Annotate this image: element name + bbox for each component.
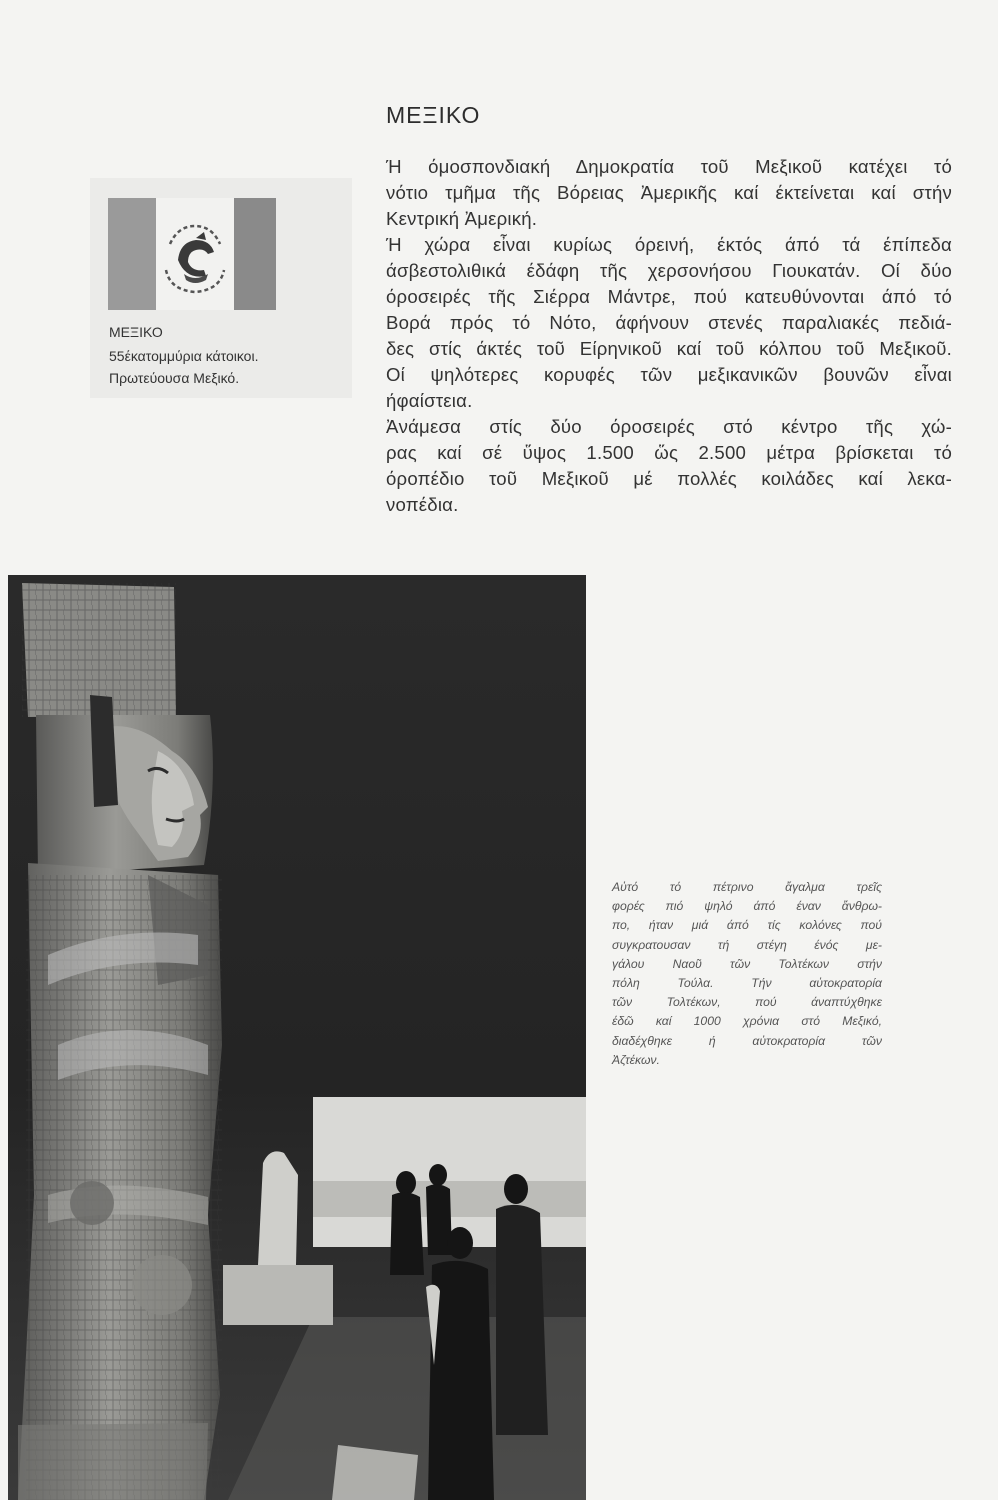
body-line: άσβεστολιθικά έδάφη τῆς χερσονήσου Γιουκατάν. Οί δύο <box>386 260 952 281</box>
caption-line: τῶν Τολτέκων, πού άναπτύχθηκε <box>612 995 882 1010</box>
body-line: ρας καί σέ ὕψος 1.500 ὥς 2.500 μέτρα βρίσκεται τό <box>386 442 952 463</box>
body-line: ήφαίστεια. <box>386 390 473 411</box>
caption-line: διαδέχθηκε ή αὐτοκρατορία τῶν <box>612 1033 882 1048</box>
body-line: Ἀνάμεσα στίς δύο όροσειρές στό κέντρο τῆς χώ- <box>386 416 952 437</box>
body-line: όροπέδιο τοῦ Μεξικοῦ μέ πολλές κοιλάδες καί λεκα- <box>386 468 952 489</box>
caption-line: γάλου Ναοῦ τῶν Τολτέκων στήν <box>612 956 882 971</box>
body-line: Βορά πρός τό Νότο, άφήνουν στενές παραλιακές πεδιά- <box>386 312 952 333</box>
caption-line: πο, ήταν μιά άπό τίς κολόνες πού <box>612 918 882 933</box>
country-name: ΜΕΞΙΚΟ <box>109 324 163 340</box>
caption-line: Ἀζτέκων. <box>612 1052 660 1067</box>
body-line: νοπέδια. <box>386 494 459 515</box>
caption-line: φορές πιό ψηλό άπό έναν ἄνθρω- <box>612 899 882 914</box>
body-line: Ή όμοσπονδιακή Δημοκρατία τοῦ Μεξικοῦ κατέχει τό <box>386 156 952 177</box>
body-line: νότιο τμῆμα τῆς Βόρειας Ἀμερικῆς καί έκτείνεται καί στήν <box>386 182 952 203</box>
photo-caption <box>612 878 882 1070</box>
body-line: Οί ψηλότερες κορυφές τῶν μεξικανικῶν βουνῶν εἶναι <box>386 364 952 385</box>
body-line: Ή χώρα εἶναι κυρίως όρεινή, έκτός άπό τά έπίπεδα <box>386 234 952 255</box>
article-body <box>386 154 952 518</box>
toltec-statue-photo <box>8 575 586 1500</box>
caption-line: πόλη Τούλα. Τήν αὐτοκρατορία <box>612 976 882 991</box>
page-title: ΜΕΞΙΚΟ <box>386 102 481 128</box>
caption-line: συγκρατουσαν τή στέγη ένός με- <box>612 937 882 952</box>
caption-line: έδῶ καί 1000 χρόνια στό Μεξικό, <box>612 1014 882 1029</box>
country-info-card <box>90 178 352 398</box>
country-population: 55έκατομμύρια κάτοικοι. <box>109 348 259 364</box>
body-line: δες στίς άκτές τοῦ Είρηνικοῦ καί τοῦ κόλπου τοῦ Μεξικοῦ. <box>386 338 952 359</box>
mexico-flag-icon <box>108 198 276 310</box>
country-capital: Πρωτεύουσα Μεξικό. <box>109 370 240 386</box>
body-line: όροσειρές τῆς Σιέρρα Μάντρε, πού κατευθύνονται άπό τό <box>386 286 952 307</box>
caption-line: Αὐτό τό πέτρινο ἄγαλμα τρεῖς <box>612 880 882 894</box>
body-line: Κεντρική Ἀμερική. <box>386 208 538 229</box>
